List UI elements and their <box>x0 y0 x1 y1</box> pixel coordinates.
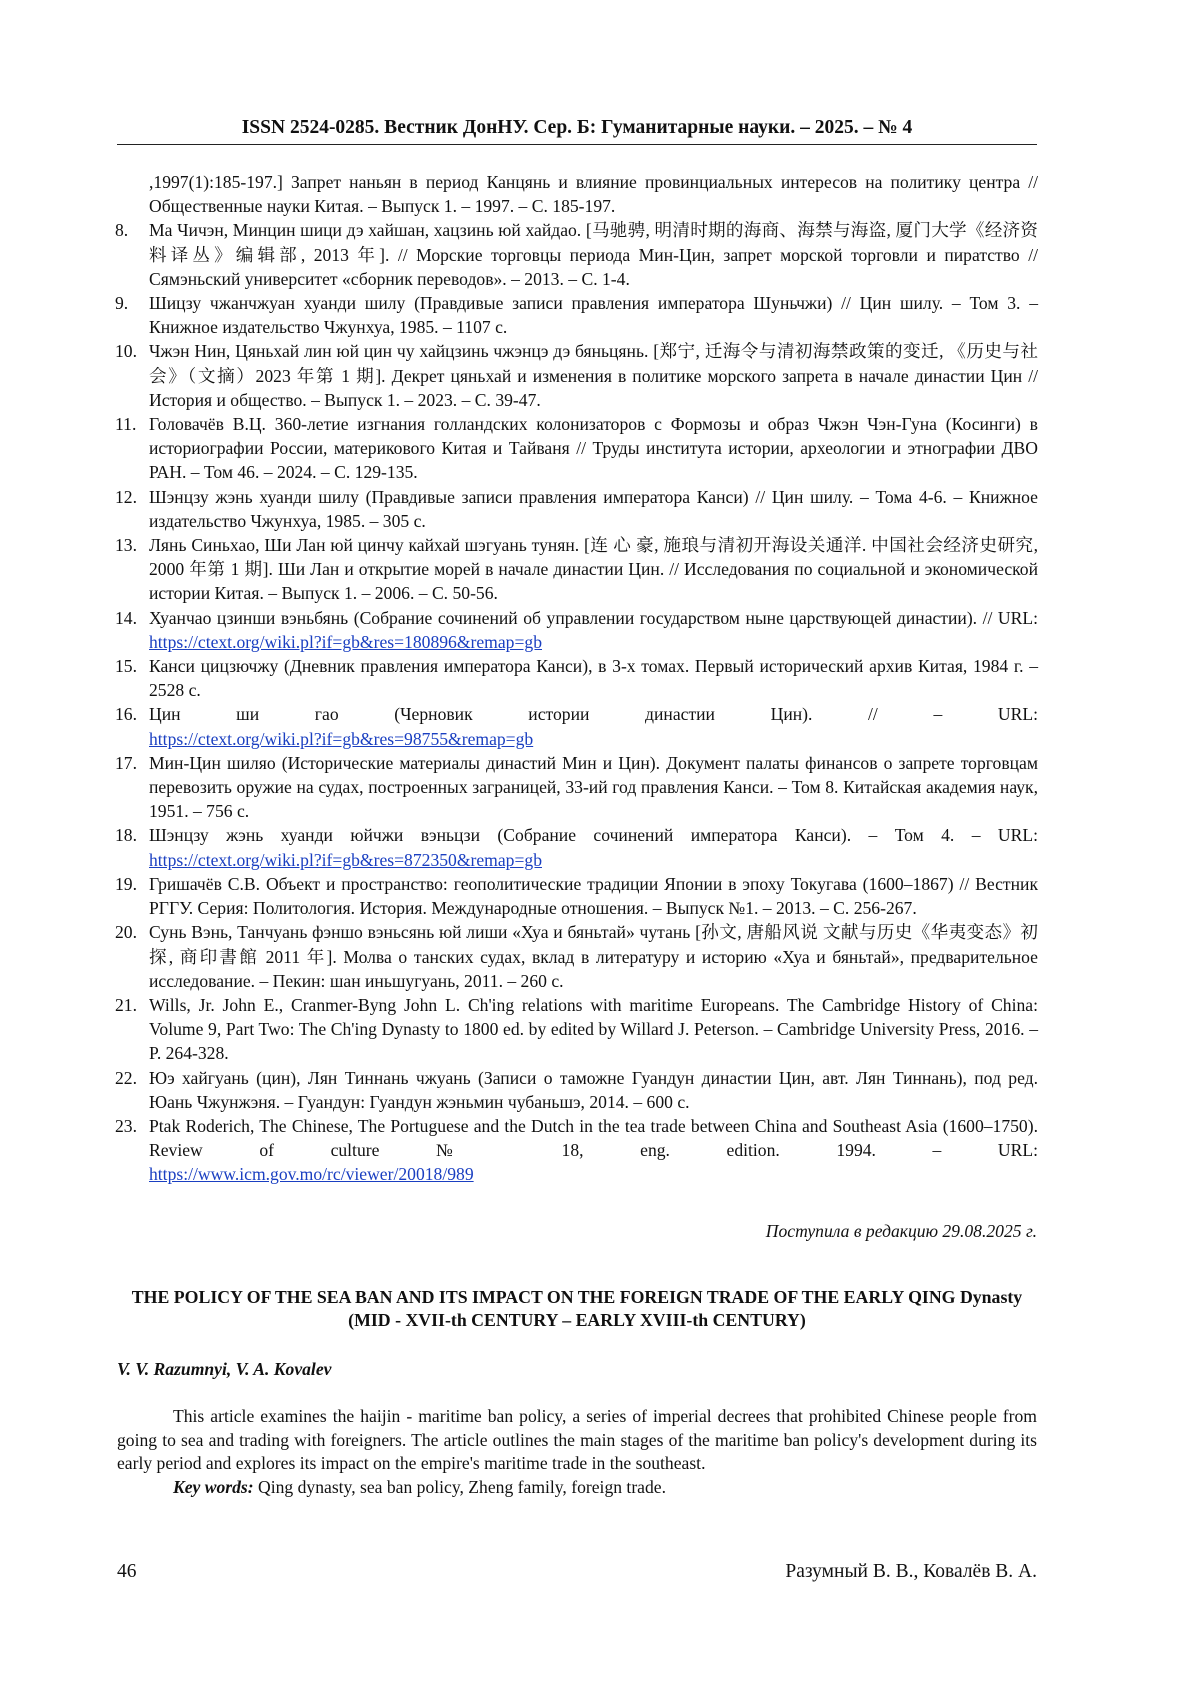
reference-link[interactable]: https://ctext.org/wiki.pl?if=gb&res=98755&remap=gb <box>149 728 534 749</box>
reference-text: Юэ хайгуань (цин), Лян Тиннань чжуань (Записи о таможне Гуандун династии Цин, авт. Лян Тиннань), под ред. Юань Чжунжэня. – Гуандун: Гуандун жэньмин чубаньшэ, 2014. – 600 с. <box>149 1067 1038 1112</box>
reference-item <box>115 1066 1038 1114</box>
reference-text: Ptak Roderich, The Chinese, The Portuguese and the Dutch in the tea trade between China and Southeast Asia (1600–1750). Review of culture № 18, eng. edition. 1994. – URL: <box>149 1115 1038 1161</box>
reference-text: Цин ши гао (Черновик истории династии Цин). // – URL: <box>149 704 1038 725</box>
abstract-text: This article examines the haijin - maritime ban policy, a series of imperial decrees that prohibited Chinese people from going to sea and trading with foreigners. The article outlines the main stages of the maritime ban policy's development during its early period and explores its impact on the empire's maritime trade in the southeast. <box>117 1406 1037 1473</box>
reference-text: Wills, Jr. John E., Cranmer-Byng John L. Ch'ing relations with maritime Europeans. The Cambridge History of China: Volume 9, Part Two: The Ch'ing Dynasty to 1800 ed. by edited by Willard J. Peterson. – Cambridge University Press, 2016. – P. 264-328. <box>149 994 1038 1064</box>
keywords-line <box>117 1476 1037 1500</box>
header-rule <box>117 144 1037 145</box>
running-header: ISSN 2524-0285. Вестник ДонНУ. Сер. Б: Гуманитарные науки. – 2025. – № 4 <box>241 117 913 138</box>
reference-text: Лянь Синьхао, Ши Лан юй цинчу кайхай шэгуань тунян. [连 心 豪, 施琅与清初开海设关通洋. 中国社会经济史研究, 2000 年第 1 期]. Ши Лан и открытие морей в начале династии Цин. // Исследования по социальной и экономической истории Китая. – Выпуск 1. – 2006. – С. 50-56. <box>149 535 1038 604</box>
reference-number: 13. <box>115 535 137 556</box>
reference-number: 15. <box>115 656 137 677</box>
reference-number: 16. <box>115 704 137 725</box>
reference-number: 11. <box>115 414 137 435</box>
reference-item <box>115 920 1038 993</box>
footer-authors: Разумный В. В., Ковалёв В. А. <box>785 1561 1037 1582</box>
reference-number: 14. <box>115 607 137 628</box>
reference-item <box>115 751 1038 824</box>
reference-item <box>115 823 1038 871</box>
reference-item <box>115 218 1038 291</box>
received-date: Поступила в редакцию 29.08.2025 г. <box>765 1221 1037 1241</box>
reference-item <box>115 533 1038 606</box>
reference-text: Шэнцзу жэнь хуанди юйчжи вэньцзи (Собрание сочинений императора Канси). – Том 4. – URL: <box>149 825 1038 846</box>
reference-item <box>115 654 1038 702</box>
reference-link[interactable]: https://www.icm.gov.mo/rc/viewer/20018/989 <box>149 1164 474 1185</box>
reference-text: Чжэн Нин, Цяньхай лин юй цин чу хайцзинь чжэнцэ дэ бяньцянь. [郑宁, 迁海令与清初海禁政策的变迁, 《历史与社会》（文摘）2023 年第 1 期]. Декрет цяньхай и изменения в политике морского запрета в начале династии Цин // История и общество. – Выпуск 1. – 2023. – С. 39-47. <box>149 341 1038 410</box>
reference-number: 8. <box>115 220 129 241</box>
reference-number: 18. <box>115 825 137 846</box>
english-authors: V. V. Razumnyi, V. A. Kovalev <box>117 1359 332 1379</box>
reference-number: 9. <box>115 293 129 314</box>
reference-text: ,1997(1):185-197.] Запрет наньян в период Канцянь и влияние провинциальных интересов на политику центра // Общественные науки Китая. – Выпуск 1. – 1997. – С. 185-197. <box>149 172 1038 217</box>
reference-number: 22. <box>115 1067 137 1088</box>
reference-link[interactable]: https://ctext.org/wiki.pl?if=gb&res=180896&remap=gb <box>149 631 542 652</box>
reference-text: Канси цицзючжу (Дневник правления императора Канси), в 3-х томах. Первый исторический архив Китая, 1984 г. – 2528 с. <box>149 656 1038 701</box>
english-title: THE POLICY OF THE SEA BAN AND ITS IMPACT ON THE FOREIGN TRADE OF THE EARLY QING Dynasty (MID - XVII-th CENTURY – EARLY XVIII-th CENTURY) <box>131 1287 1023 1330</box>
reference-number: 23. <box>115 1115 137 1136</box>
keywords-label: Key words: <box>173 1476 254 1497</box>
reference-item <box>115 412 1038 485</box>
reference-list <box>115 170 1038 1187</box>
keywords-text: Qing dynasty, sea ban policy, Zheng family, foreign trade. <box>253 1476 666 1497</box>
reference-number: 17. <box>115 752 137 773</box>
reference-number: 12. <box>115 486 137 507</box>
reference-number: 21. <box>115 994 137 1015</box>
reference-text: Ма Чичэн, Минцин шици дэ хайшан, хацзинь юй хайдао. [马驰骋, 明清时期的海商、海禁与海盗, 厦门大学《经济资料译丛》编辑部, 2013 年]. // Морские торговцы периода Мин-Цин, запрет морской торговли и пиратство // Сямэньский университет «сборник переводов». – 2013. – С. 1-4. <box>149 220 1038 289</box>
reference-item <box>115 170 1038 218</box>
reference-text: Хуанчао цзинши вэньбянь (Собрание сочинений об управлении государством ныне царствующей династии). // URL: <box>149 607 1038 628</box>
reference-link[interactable]: https://ctext.org/wiki.pl?if=gb&res=872350&remap=gb <box>149 849 542 870</box>
reference-text: Сунь Вэнь, Танчуань фэншо вэньсянь юй лиши «Хуа и бяньтай» чутань [孙文, 唐船风说 文献与历史《华夷变态》初探, 商印書館 2011 年]. Молва о танских судах, вклад в литературу и историю «Хуа и бяньтай», предварительное исследование. – Пекин: шан иньшугуань, 2011. – 260 с. <box>149 922 1038 991</box>
page-number: 46 <box>117 1561 137 1582</box>
reference-item <box>115 872 1038 920</box>
reference-item <box>115 993 1038 1066</box>
reference-item <box>115 606 1038 654</box>
reference-item <box>115 1114 1038 1187</box>
reference-item <box>115 485 1038 533</box>
reference-text: Гришачёв С.В. Объект и пространство: геополитические традиции Японии в эпоху Токугава (1600–1867) // Вестник РГГУ. Серия: Политология. История. Международные отношения. – Выпуск №1. – 2013. – С. 256-267. <box>149 873 1038 919</box>
reference-item <box>115 291 1038 339</box>
reference-text: Мин-Цин шиляо (Исторические материалы династий Мин и Цин). Документ палаты финансов о запрете торговцам перевозить оружие на судах, построенных заграницей, 33-ий год правления Канси. – Том 8. Китайская академия наук, 1951. – 756 с. <box>149 752 1038 822</box>
reference-number: 10. <box>115 341 137 362</box>
reference-item <box>115 702 1038 750</box>
reference-number: 19. <box>115 873 137 894</box>
reference-text: Шэнцзу жэнь хуанди шилу (Правдивые записи правления императора Канси) // Цин шилу. – Тома 4-6. – Книжное издательство Чжунхуа, 1985. – 305 с. <box>149 486 1038 531</box>
reference-text: Головачёв В.Ц. 360-летие изгнания голландских колонизаторов с Формозы и образ Чжэн Чэн-Гуна (Косинги) в историографии России, материкового Китая и Тайваня // Труды института истории, археологии и этнографии ДВО РАН. – Том 46. – 2024. – С. 129-135. <box>149 414 1038 483</box>
reference-text: Шицзу чжанчжуан хуанди шилу (Правдивые записи правления императора Шуньчжи) // Цин шилу. – Том 3. – Книжное издательство Чжунхуа, 1985. – 1107 с. <box>149 293 1038 338</box>
reference-number: 20. <box>115 922 137 943</box>
english-abstract <box>117 1405 1037 1499</box>
reference-item <box>115 339 1038 412</box>
